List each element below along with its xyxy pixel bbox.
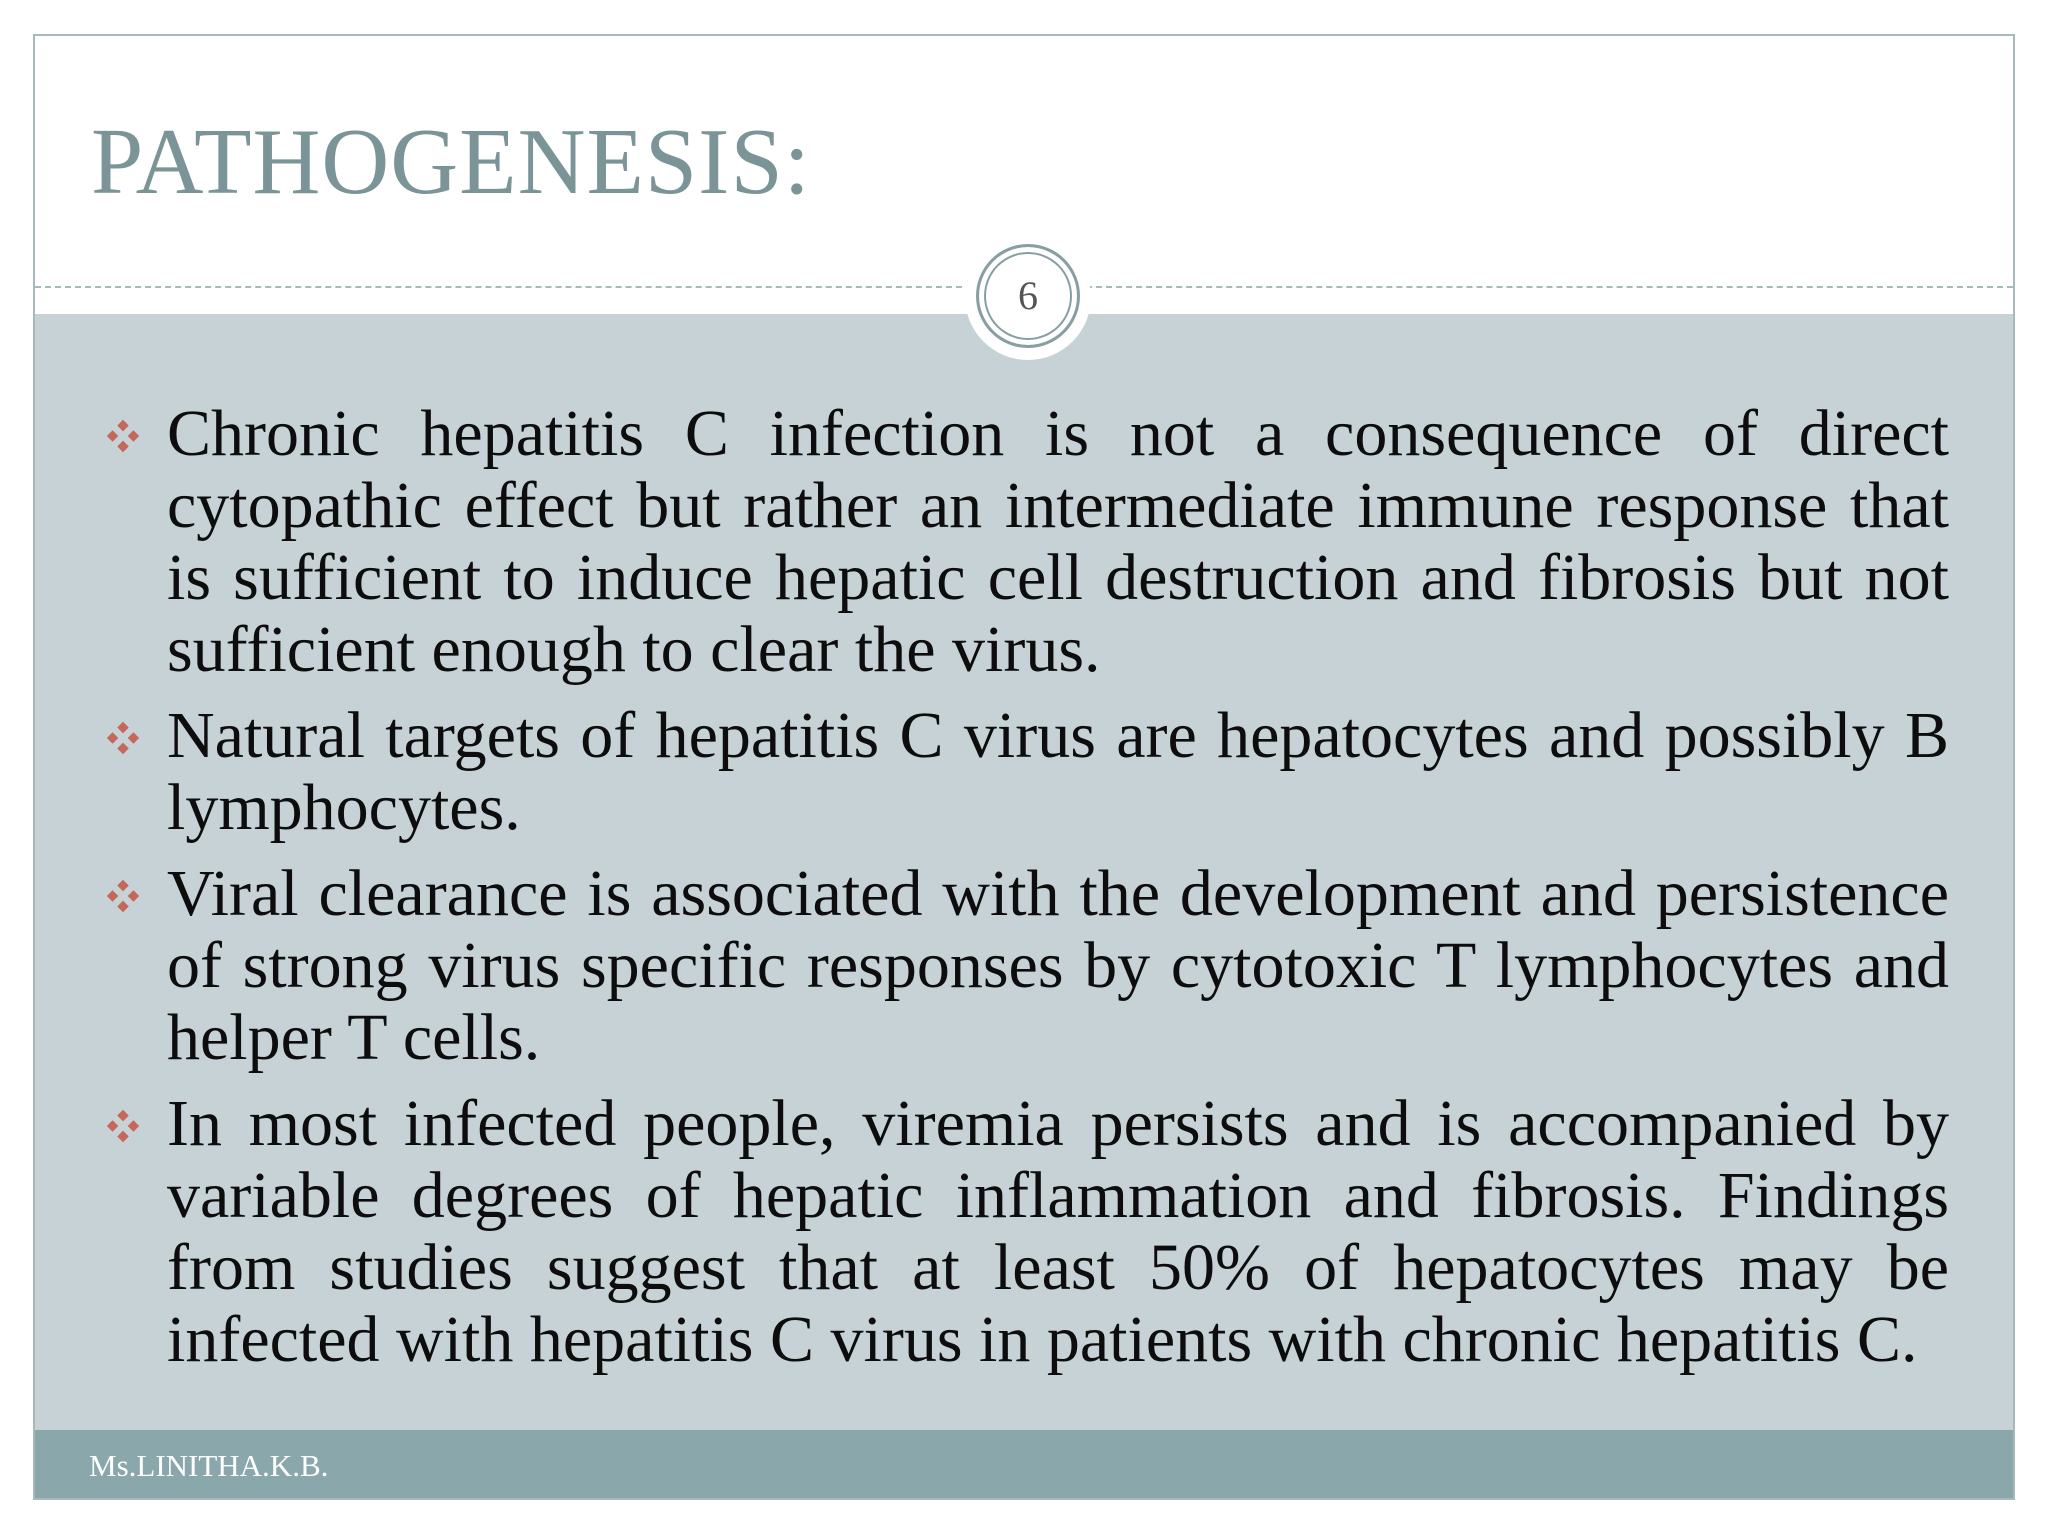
four-diamond-bullet-icon — [105, 1108, 141, 1144]
four-diamond-bullet-icon — [105, 878, 141, 914]
slide-number-badge — [976, 244, 1080, 348]
bullet-text: Natural targets of hepatitis C virus are hepatocytes and possibly B lymphocytes. — [167, 699, 1949, 844]
bullet-list — [97, 398, 1949, 1390]
bullet-text: Viral clearance is associated with the development and persistence of strong virus specific responses by cytotoxic T lymphocytes and helper T cells. — [167, 857, 1949, 1074]
bullet-item — [97, 398, 1949, 686]
slide-number: 6 — [1018, 273, 1038, 318]
bullet-item — [97, 700, 1949, 844]
footer-bar — [35, 1430, 2013, 1498]
bullet-text: In most infected people, viremia persists and is accompanied by variable degrees of hepatic inflammation and fibrosis. Findings from studies suggest that at least 50% of hepatocytes may be infected with hepatitis C virus in patients with chronic hepatitis C. — [167, 1087, 1949, 1376]
bullet-text: Chronic hepatitis C infection is not a consequence of direct cytopathic effect but rather an intermediate immune response that is sufficient to induce hepatic cell destruction and fibrosis but not sufficient enough to clear the virus. — [167, 397, 1949, 686]
four-diamond-bullet-icon — [105, 720, 141, 756]
bullet-item — [97, 858, 1949, 1074]
bullet-item — [97, 1088, 1949, 1376]
slide-title: PATHOGENESIS: — [91, 110, 811, 214]
four-diamond-bullet-icon — [105, 418, 141, 454]
slide — [33, 34, 2015, 1500]
footer-author: Ms.LINITHA.K.B. — [89, 1448, 329, 1483]
